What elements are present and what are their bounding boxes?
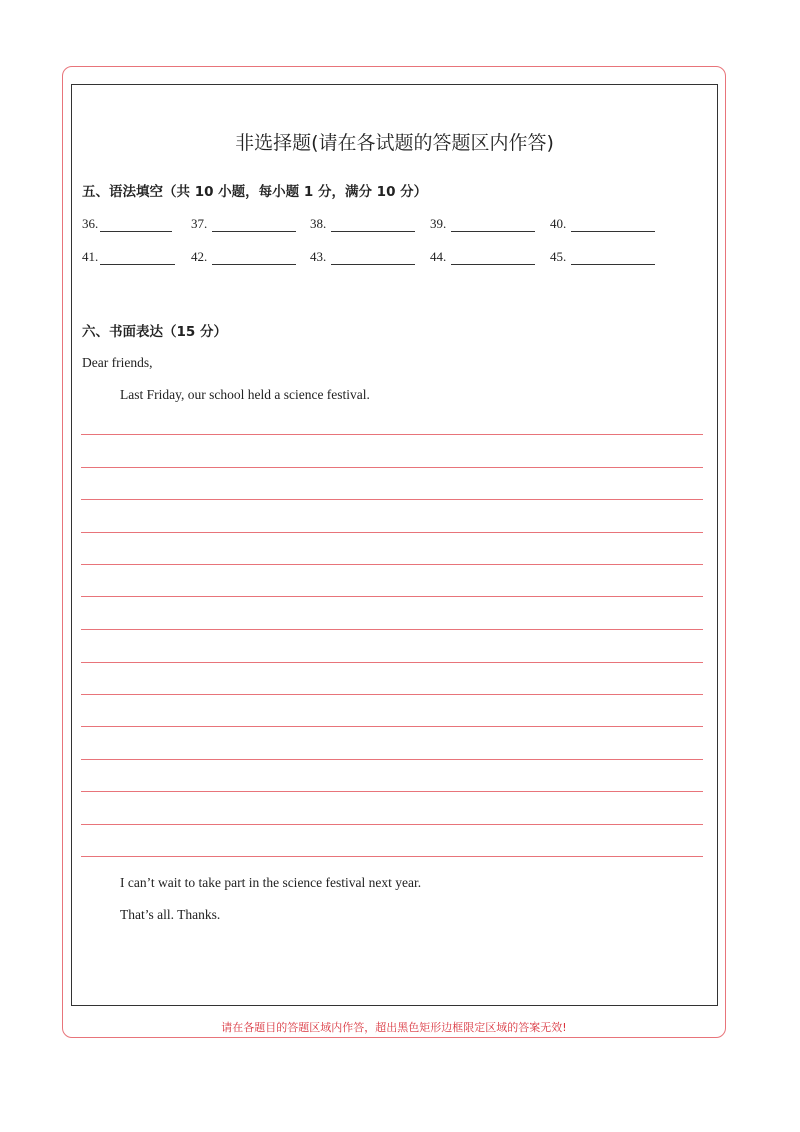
writing-line[interactable]	[81, 564, 703, 565]
answer-line	[212, 252, 296, 265]
footer-warning: 请在各题目的答题区域内作答，超出黑色矩形边框限定区域的答案无效!	[221, 1021, 567, 1034]
blank-38[interactable]: 38.	[310, 216, 415, 232]
answer-line	[451, 219, 535, 232]
writing-line[interactable]	[81, 726, 703, 727]
answer-line	[571, 252, 655, 265]
blank-40[interactable]: 40.	[550, 216, 655, 232]
writing-line[interactable]	[81, 791, 703, 792]
section-6-heading: 六、书面表达（15 分）	[82, 324, 227, 340]
answer-line	[331, 219, 415, 232]
writing-line[interactable]	[81, 694, 703, 695]
answer-line	[100, 219, 172, 232]
writing-line[interactable]	[81, 596, 703, 597]
writing-line[interactable]	[81, 824, 703, 825]
answer-line	[331, 252, 415, 265]
blank-43[interactable]: 43.	[310, 249, 415, 265]
writing-line[interactable]	[81, 499, 703, 500]
letter-closing-sentence: I can’t wait to take part in the science festival next year.	[120, 875, 422, 890]
blank-45[interactable]: 45.	[550, 249, 655, 265]
answer-line	[212, 219, 296, 232]
letter-opening: Last Friday, our school held a science festival.	[120, 387, 370, 402]
blank-37[interactable]: 37.	[191, 216, 296, 232]
section-5-heading: 五、语法填空（共 10 小题，每小题 1 分，满分 10 分）	[82, 184, 428, 200]
blank-36[interactable]: 36.	[82, 216, 172, 232]
blank-42[interactable]: 42.	[191, 249, 296, 265]
letter-greeting: Dear friends,	[82, 355, 153, 370]
blank-44[interactable]: 44.	[430, 249, 535, 265]
writing-line[interactable]	[81, 629, 703, 630]
writing-line[interactable]	[81, 662, 703, 663]
blank-41[interactable]: 41.	[82, 249, 175, 265]
blank-39[interactable]: 39.	[430, 216, 535, 232]
writing-line[interactable]	[81, 759, 703, 760]
writing-line[interactable]	[81, 856, 703, 857]
writing-line[interactable]	[81, 434, 703, 435]
writing-line[interactable]	[81, 532, 703, 533]
page-title: 非选择题(请在各试题的答题区内作答)	[235, 132, 554, 154]
letter-sign-off: That’s all. Thanks.	[120, 907, 221, 922]
answer-line	[100, 252, 175, 265]
answer-line	[571, 219, 655, 232]
writing-line[interactable]	[81, 467, 703, 468]
answer-line	[451, 252, 535, 265]
